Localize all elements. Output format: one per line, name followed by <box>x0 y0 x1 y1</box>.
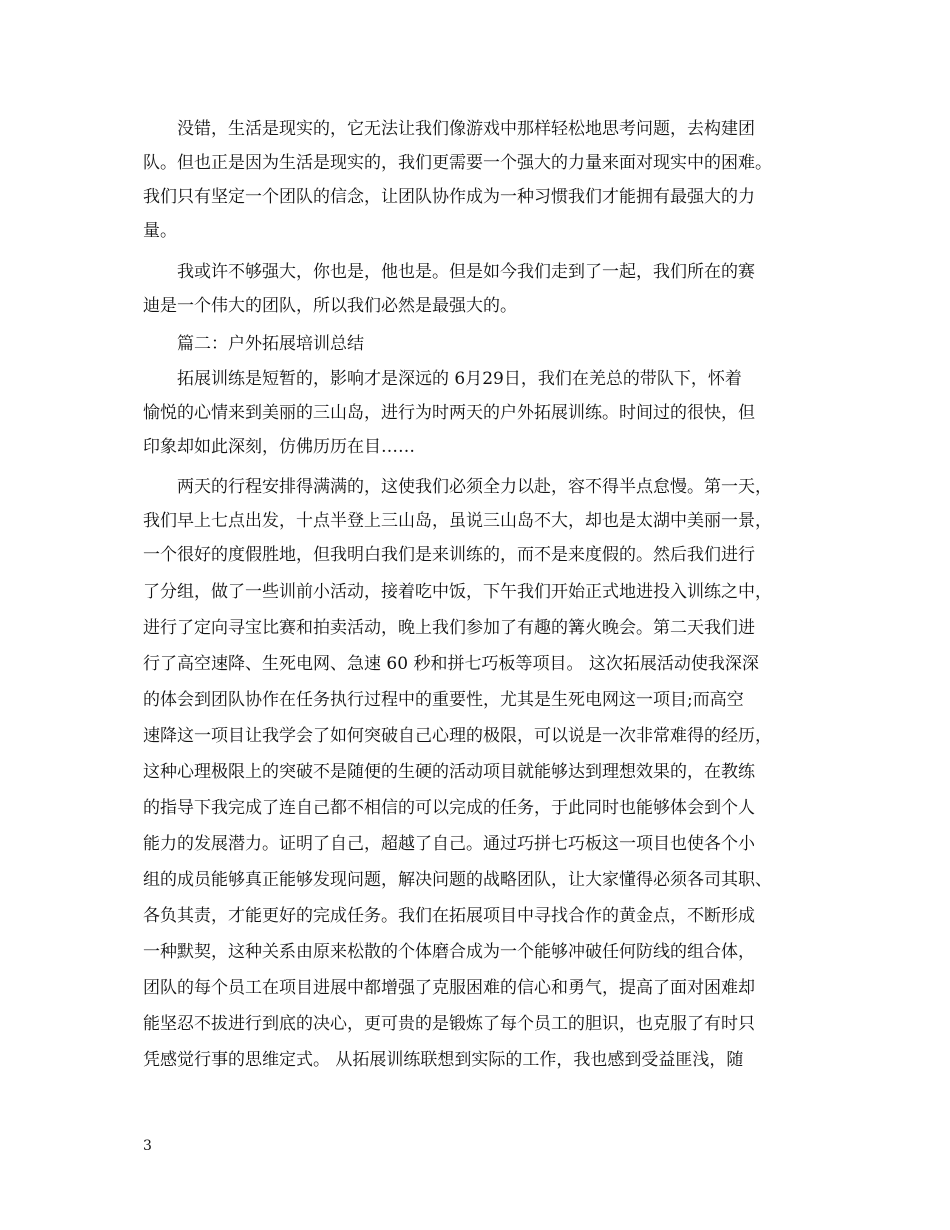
paragraph-line: 能力的发展潜力。证明了自己，超越了自己。通过巧拼七巧板这一项目也使各个小 <box>143 834 755 854</box>
paragraph-line: 了分组，做了一些训前小活动，接着吃中饭，下午我们开始正式地进投入训练之中， <box>143 582 772 602</box>
page-number: 3 <box>143 1138 152 1154</box>
paragraph-line: 这种心理极限上的突破不是随便的生硬的活动项目就能够达到理想效果的，在教练 <box>143 762 755 782</box>
section-heading: 篇二：户外拓展培训总结 <box>143 334 364 354</box>
paragraph-line: 各负其责，才能更好的完成任务。我们在拓展项目中寻找合作的黄金点，不断形成 <box>143 906 755 926</box>
paragraph-line: 没错，生活是现实的，它无法让我们像游戏中那样轻松地思考问题，去构建团 <box>143 119 755 139</box>
paragraph-line: 拓展训练是短暂的，影响才是深远的 6月29日，我们在羌总的带队下，怀着 <box>143 369 742 389</box>
paragraph-line: 印象却如此深刻，仿佛历历在目…… <box>143 437 415 457</box>
paragraph-line: 进行了定向寻宝比赛和拍卖活动，晚上我们参加了有趣的篝火晚会。第二天我们进 <box>143 618 755 638</box>
paragraph-line: 我们早上七点出发，十点半登上三山岛，虽说三山岛不大，却也是太湖中美丽一景， <box>143 511 772 531</box>
paragraph-line: 队。但也正是因为生活是现实的，我们更需要一个强大的力量来面对现实中的困难。 <box>143 153 772 173</box>
paragraph-line: 迪是一个伟大的团队，所以我们必然是最强大的。 <box>143 296 517 316</box>
paragraph-line: 我们只有坚定一个团队的信念，让团队协作成为一种习惯我们才能拥有最强大的力 <box>143 187 755 207</box>
paragraph-line: 我或许不够强大，你也是，他也是。但是如今我们走到了一起，我们所在的赛 <box>143 262 755 282</box>
paragraph-line: 一种默契，这种关系由原来松散的个体磨合成为一个能够冲破任何防线的组合体， <box>143 942 755 962</box>
paragraph-line: 组的成员能够真正能够发现问题，解决问题的战略团队，让大家懂得必须各司其职、 <box>143 870 772 890</box>
paragraph-line: 的指导下我完成了连自己都不相信的可以完成的任务，于此同时也能够体会到个人 <box>143 798 755 818</box>
paragraph-line: 的体会到团队协作在任务执行过程中的重要性，尤其是生死电网这一项目;而高空 <box>143 690 744 710</box>
paragraph-line: 行了高空速降、生死电网、急速 60 秒和拼七巧板等项目。 这次拓展活动使我深深 <box>143 654 759 674</box>
paragraph-line: 两天的行程安排得满满的，这使我们必须全力以赴，容不得半点怠慢。第一天， <box>143 477 772 497</box>
paragraph-line: 能坚忍不拔进行到底的决心，更可贵的是锻炼了每个员工的胆识，也克服了有时只 <box>143 1014 755 1034</box>
paragraph-line: 一个很好的度假胜地，但我明白我们是来训练的，而不是来度假的。然后我们进行 <box>143 545 755 565</box>
paragraph-line: 量。 <box>143 221 177 241</box>
paragraph-line: 团队的每个员工在项目进展中都增强了克服困难的信心和勇气，提高了面对困难却 <box>143 978 755 998</box>
paragraph-line: 凭感觉行事的思维定式。 从拓展训练联想到实际的工作，我也感到受益匪浅，随 <box>143 1050 744 1070</box>
paragraph-line: 速降这一项目让我学会了如何突破自己心理的极限，可以说是一次非常难得的经历， <box>143 726 772 746</box>
paragraph-line: 愉悦的心情来到美丽的三山岛，进行为时两天的户外拓展训练。时间过的很快，但 <box>143 403 755 423</box>
